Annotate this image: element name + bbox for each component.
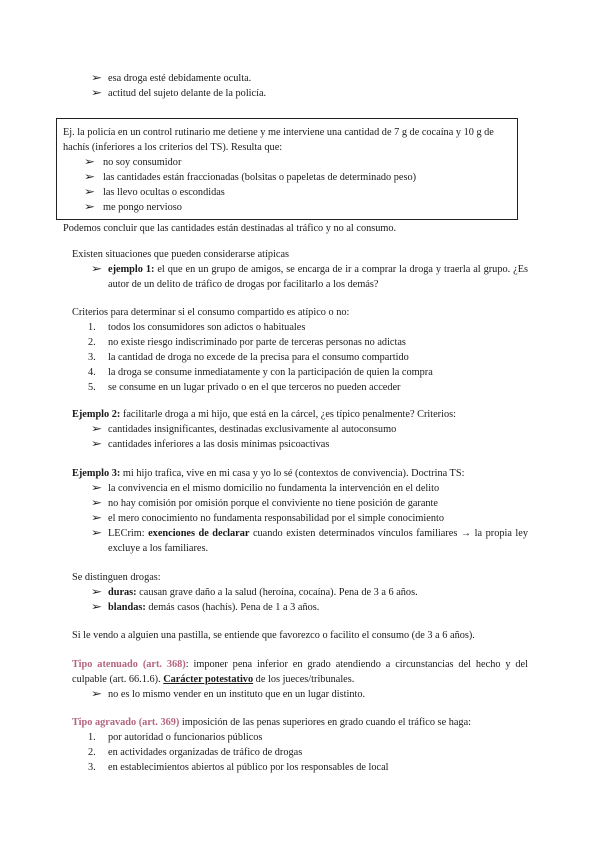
list-item-text	[72, 262, 528, 292]
item-number: 4.	[88, 367, 96, 378]
item-text: se consume en un lugar privado o en el que terceros no pueden acceder	[108, 382, 401, 393]
arrowhead-bullet-icon: ➢	[83, 172, 95, 183]
drug-label: duras:	[108, 587, 137, 598]
arrowhead-bullet-icon: ➢	[90, 528, 102, 539]
numbered-item	[72, 320, 528, 335]
item-text: por autoridad o funcionarios públicos	[108, 732, 263, 743]
list-item	[72, 71, 528, 86]
list-item	[72, 481, 528, 496]
numbered-item	[72, 365, 528, 380]
drugs-intro: Se distinguen drogas:	[72, 572, 161, 583]
arrowhead-bullet-icon: ➢	[90, 264, 102, 275]
attenuated-text1: : imponer pena inferior en grado atendiendo a circunstancias del hecho y del culpable (art. 66.1.6).	[72, 659, 528, 685]
example2-section	[72, 407, 528, 452]
item-number: 2.	[88, 337, 96, 348]
list-item-text: actitud del sujeto delante de la policía.	[108, 88, 267, 99]
example-text: el que en un grupo de amigos, se encarga de ir a comprar la droga y traerla al grupo. ¿Es autor de un delito de tráfico de drogas por facilitarlo a los demás?	[108, 264, 528, 290]
list-item	[63, 155, 508, 170]
example3-label: Ejemplo 3:	[72, 468, 121, 479]
aggravated-section	[72, 715, 528, 775]
drugs-section	[72, 570, 528, 615]
item-text: en actividades organizadas de tráfico de drogas	[108, 747, 303, 758]
list-item	[72, 262, 528, 292]
arrowhead-bullet-icon: ➢	[83, 187, 95, 198]
list-item-text: no hay comisión por omisión porque el conviviente no tiene posición de garante	[108, 498, 438, 509]
example3-text: mi hijo trafica, vive en mi casa y yo lo sé (contextos de convivencia). Doctrina TS:	[120, 468, 465, 479]
list-item-text: cantidades inferiores a las dosis mínimas psicoactivas	[108, 439, 330, 450]
list-item-text	[72, 600, 528, 615]
right-arrow-icon: →	[460, 528, 472, 539]
atypical-section	[72, 247, 528, 292]
numbered-item	[72, 380, 528, 395]
item-number: 1.	[88, 732, 96, 743]
example-box-intro: Ej. la policía en un control rutinario me detiene y me interviene una cantidad de 7 g de cocaína y 10 g de hachís (inferiores a los criterios del TS). Resulta que:	[63, 127, 494, 153]
drug-text: demás casos (hachís). Pena de 1 a 3 años.	[145, 602, 320, 613]
example2-label: Ejemplo 2:	[72, 409, 121, 420]
list-item	[72, 86, 528, 101]
list-item	[63, 170, 508, 185]
numbered-item	[72, 335, 528, 350]
list-item-text: esa droga esté debidamente oculta.	[108, 73, 252, 84]
atypical-intro: Existen situaciones que pueden considerarse atípicas	[72, 249, 290, 260]
example-label: ejemplo 1:	[108, 264, 155, 275]
arrowhead-bullet-icon: ➢	[90, 439, 102, 450]
list-item	[72, 585, 528, 600]
item-number: 3.	[88, 352, 96, 363]
attenuated-section	[72, 657, 528, 702]
arrowhead-bullet-icon: ➢	[83, 202, 95, 213]
list-item	[72, 600, 528, 615]
arrowhead-bullet-icon: ➢	[90, 689, 102, 700]
item-number: 3.	[88, 762, 96, 773]
attenuated-text2: de los jueces/tribunales.	[253, 674, 355, 685]
list-item	[63, 185, 508, 200]
item-number: 2.	[88, 747, 96, 758]
lecrim-bold: exenciones de declarar	[148, 528, 250, 539]
lecrim-text: cuando existen determinados vínculos familiares	[249, 528, 461, 539]
list-item	[72, 687, 528, 702]
attenuated-title: Tipo atenuado (art. 368)	[72, 659, 186, 670]
list-item-text: las cantidades están fraccionadas (bolsitas o papeletas de determinado peso)	[103, 172, 417, 183]
item-text: todos los consumidores son adictos o habituales	[108, 322, 306, 333]
item-text: no existe riesgo indiscriminado por parte de terceras personas no adictas	[108, 337, 406, 348]
numbered-item	[72, 745, 528, 760]
example-box	[56, 118, 518, 234]
example-box-conclusion: Podemos concluir que las cantidades están destinadas al tráfico y no al consumo.	[63, 223, 397, 234]
arrowhead-bullet-icon: ➢	[90, 498, 102, 509]
list-item	[72, 511, 528, 526]
list-item-text: no es lo mismo vender en un instituto que en un lugar distinto.	[108, 689, 366, 700]
list-item-text: no soy consumidor	[103, 157, 182, 168]
item-text: la droga se consume inmediatamente y con la participación de quien la compra	[108, 367, 433, 378]
arrowhead-bullet-icon: ➢	[90, 602, 102, 613]
criteria-section	[72, 305, 528, 395]
item-number: 5.	[88, 382, 96, 393]
lecrim-prefix: LECrim:	[108, 528, 149, 539]
example2-text: facilitarle droga a mi hijo, que está en la cárcel, ¿es típico penalmente? Criterios:	[120, 409, 456, 420]
numbered-item	[72, 730, 528, 745]
list-item	[72, 437, 528, 452]
aggravated-paragraph	[72, 715, 528, 730]
list-item-text: la convivencia en el mismo domicilio no fundamenta la intervención en el delito	[108, 483, 440, 494]
arrowhead-bullet-icon: ➢	[90, 513, 102, 524]
attenuated-paragraph	[72, 657, 528, 687]
drug-text: causan grave daño a la salud (heroína, cocaína). Pena de 3 a 6 años.	[136, 587, 418, 598]
aggravated-text: imposición de las penas superiores en grado cuando el tráfico se haga:	[179, 717, 472, 728]
lecrim-suffix: la propia ley excluye a los familiares.	[108, 528, 528, 554]
criteria-intro: Criterios para determinar si el consumo compartido es atípico o no:	[72, 307, 350, 318]
pill-paragraph: Si le vendo a alguien una pastilla, se entiende que favorezco o facilito el consumo (de 3 a 6 años).	[72, 630, 475, 641]
example3-heading	[72, 466, 528, 481]
list-item-text	[72, 585, 528, 600]
list-item-text	[72, 526, 528, 556]
arrowhead-bullet-icon: ➢	[83, 157, 95, 168]
list-item-text: me pongo nervioso	[103, 202, 182, 213]
list-item	[72, 422, 528, 437]
list-item-text: cantidades insignificantes, destinadas exclusivamente al autoconsumo	[108, 424, 397, 435]
numbered-item	[72, 760, 528, 775]
example2-heading	[72, 407, 528, 422]
aggravated-title: Tipo agravado (art. 369)	[72, 717, 180, 728]
arrowhead-bullet-icon: ➢	[90, 483, 102, 494]
arrowhead-bullet-icon: ➢	[90, 88, 102, 99]
item-number: 1.	[88, 322, 96, 333]
drug-label: blandas:	[108, 602, 146, 613]
top-bullet-list	[72, 71, 528, 101]
list-item	[72, 526, 528, 556]
attenuated-underlined: Carácter potestativo	[163, 674, 254, 685]
item-text: en establecimientos abiertos al público por los responsables de local	[108, 762, 389, 773]
example3-section	[72, 466, 528, 556]
list-item	[72, 496, 528, 511]
numbered-item	[72, 350, 528, 365]
list-item-text: las llevo ocultas o escondidas	[103, 187, 225, 198]
arrowhead-bullet-icon: ➢	[90, 587, 102, 598]
list-item-text: el mero conocimiento no fundamenta responsabilidad por el simple conocimiento	[108, 513, 444, 524]
list-item	[63, 200, 508, 215]
arrowhead-bullet-icon: ➢	[90, 73, 102, 84]
arrowhead-bullet-icon: ➢	[90, 424, 102, 435]
item-text: la cantidad de droga no excede de la precisa para el consumo compartido	[108, 352, 409, 363]
